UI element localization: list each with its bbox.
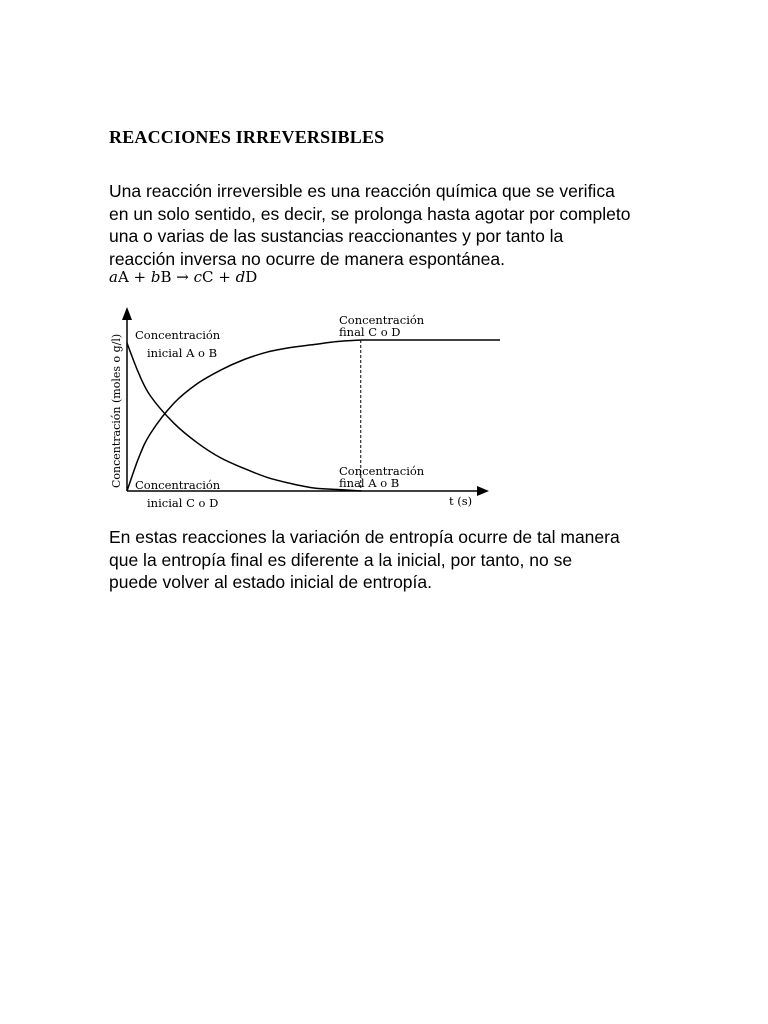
y-axis-label: Concentración (moles o g/l)	[110, 333, 123, 488]
species-d: D	[245, 268, 258, 286]
species-b: B →	[160, 268, 194, 286]
x-axis-label: t (s)	[449, 494, 473, 508]
concentration-chart	[100, 300, 500, 520]
coefficient-a: a	[109, 268, 118, 286]
coefficient-d: d	[235, 268, 246, 286]
annotation-final-reactants: Concentración	[339, 464, 425, 478]
y-axis-arrow	[122, 307, 132, 320]
chart-series-group	[127, 340, 500, 491]
paragraph-line: En estas reacciones la variación de entropía ocurre de tal manera	[109, 527, 620, 547]
annotation-initial-products: inicial C o D	[147, 496, 219, 510]
reaction-equation	[109, 268, 257, 286]
annotation-initial-reactants: inicial A o B	[147, 346, 218, 360]
species-c: C +	[202, 268, 236, 286]
annotation-final-reactants: final A o B	[339, 476, 400, 490]
species-a: A +	[117, 268, 151, 286]
entropy-paragraph	[109, 526, 620, 594]
paragraph-line: puede volver al estado inicial de entropía.	[109, 572, 432, 592]
page-title: REACCIONES IRREVERSIBLES	[109, 127, 385, 147]
annotation-final-products: final C o D	[339, 325, 401, 339]
annotation-initial-products: Concentración	[135, 478, 221, 492]
x-axis-arrow	[477, 486, 489, 496]
paragraph-line: una o varias de las sustancias reaccionantes y por tanto la	[109, 226, 564, 246]
paragraph-line: Una reacción irreversible es una reacción química que se verifica	[109, 181, 615, 201]
paragraph-line: reacción inversa no ocurre de manera espontánea.	[109, 248, 505, 269]
intro-paragraph	[109, 180, 630, 270]
coefficient-b: b	[150, 268, 161, 286]
paragraph-line: en un solo sentido, es decir, se prolonga hasta agotar por completo	[109, 203, 631, 224]
coefficient-c: c	[193, 268, 203, 286]
annotation-initial-reactants: Concentración	[135, 328, 221, 342]
paragraph-line: que la entropía final es diferente a la inicial, por tanto, no se	[109, 549, 573, 570]
annotation-final-products: Concentración	[339, 313, 425, 327]
